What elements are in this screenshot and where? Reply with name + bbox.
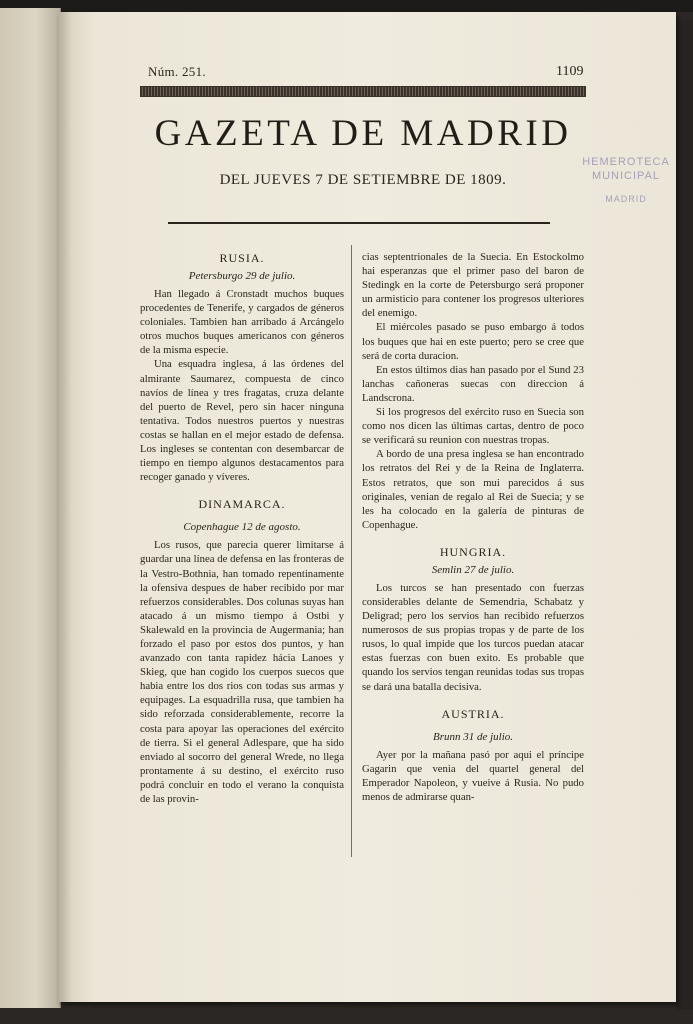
scan-top-border — [0, 0, 693, 12]
title-divider — [168, 222, 550, 224]
scan-right-border — [676, 20, 693, 1010]
section-heading-dinamarca: DINAMARCA. — [198, 497, 286, 512]
stamp-line-1: HEMEROTECA — [582, 156, 670, 168]
stamp-line-3: MADRID — [605, 194, 647, 204]
right-column — [362, 250, 584, 804]
article-paragraph: A bordo de una presa inglesa se han encontrado los retratos del Rei y de la Reina de Inglaterra. Estos retratos, que son mui parecidos á sus originales, venian de regalo al Rei de Suecia; y se les ha colocado en la galería de pinturas de Copenhague. — [362, 448, 584, 531]
column-divider — [351, 245, 352, 857]
dateline-semlin: Semlin 27 de julio. — [431, 563, 515, 576]
article-paragraph: Los turcos se han presentado con fuerzas considerables delante de Semendria, Schabatz y Deligrad; pero los servios han recibido refuerzos numerosos de sus propias tropas y de parte de los rusos, lo qual impide que los turcos puedan atacar estas fuerzas con buen exito. Es probable que quando los servios tengan reunidas todas sus tropas se dará una batalla decisiva. — [362, 581, 584, 693]
facing-page-edge — [0, 8, 61, 1008]
dateline-copenhague: Copenhague 12 de agosto. — [183, 521, 301, 534]
page-number: 1109 — [556, 64, 584, 79]
section-heading-austria: AUSTRIA. — [441, 706, 505, 721]
article-paragraph: Ayer por la mañana pasó por aqui el príncipe Gagarin que venia del quartel general del Emperador Napoleon, y vueive á Rusia. No pudo menos de admirarse quan- — [362, 748, 584, 803]
article-paragraph: Los rusos, que parecia querer limitarse á guardar una línea de defensa en las fronteras de la Vestro-Bothnia, han tomado repentinamente la ofensiva despues de haber recibido por mar refuerzos considerables. Dos colunas suyas han atacado á un mismo tiempo á Ostbi y Skalewald en la provincia de Augermania; han forzado el paso por estos dos puntos, y han avanzado con tanta rapidez hácia Lanoes y Skieg, que han cogido los cuerpos suecos que habia entre los dos rios con todas sus armas y equipages. La esquadrilla rusa, que tambien ha sido reforzada considerablemente, recorre la costa para apoyar las operaciones del exército de tierra. Si el general Adlespare, que ha sido enviado al socorro del general Wrede, no llega prontamente á su destino, el exército ruso podrá concluir en todo el verano la conquista de las provin- — [140, 539, 344, 805]
masthead-title: GAZETA DE MADRID — [154, 113, 572, 154]
article-paragraph: Una esquadra inglesa, á las órdenes del almirante Saumarez, compuesta de cinco navíos de línea y tres fragatas, cruza delante del puerto de Revel, pero sin hacer ninguna tentativa. Todos nuestros puertos y nuestras costas se hallan en el mejor estado de defensa. Los ingleses se contentan con desembarcar de tiempo en tiempo algunos destacamentos para recoger ganado y víveres. — [140, 358, 344, 484]
section-heading-hungria: HUNGRIA. — [439, 544, 507, 559]
header-rule — [140, 86, 586, 97]
left-column — [140, 250, 344, 806]
article-paragraph: En estos últimos dias han pasado por el Sund 23 lanchas cañoneras suecas con direccion á Landscrona. — [362, 363, 584, 404]
dateline-brunn: Brunn 31 de julio. — [432, 730, 514, 743]
section-heading-rusia: RUSIA. — [219, 251, 265, 265]
article-paragraph-continued: cias septentrionales de la Suecia. En Estockolmo hai esperanzas que el primer paso del baron de Stedingk en la corte de Petersburgo será proponer un armisticio para contener los progresos ulteriores del enemigo. — [362, 251, 584, 320]
article-paragraph: Han llegado á Cronstadt muchos buques procedentes de Tenerife, y cargados de géneros coloniales. Tambien han arribado á Arcángelo otros muchos buques americanos con géneros de la misma especie. — [140, 288, 344, 357]
stamp-line-2: MUNICIPAL — [591, 170, 661, 182]
dateline-petersburgo: Petersburgo 29 de julio. — [188, 270, 296, 282]
article-paragraph: Si los progresos del exército ruso en Suecia son como nos dicen las últimas cartas, dentro de poco se verificará su reunion con nuestras tropas. — [362, 406, 584, 447]
issue-number: Núm. 251. — [148, 64, 206, 79]
library-stamp — [574, 156, 678, 204]
issue-date: DEL JUEVES 7 DE SETIEMBRE DE 1809. — [219, 172, 507, 188]
article-paragraph: El miércoles pasado se puso embargo á todos los buques que hai en este puerto; pero se cree que será de corta duracion. — [362, 321, 584, 362]
